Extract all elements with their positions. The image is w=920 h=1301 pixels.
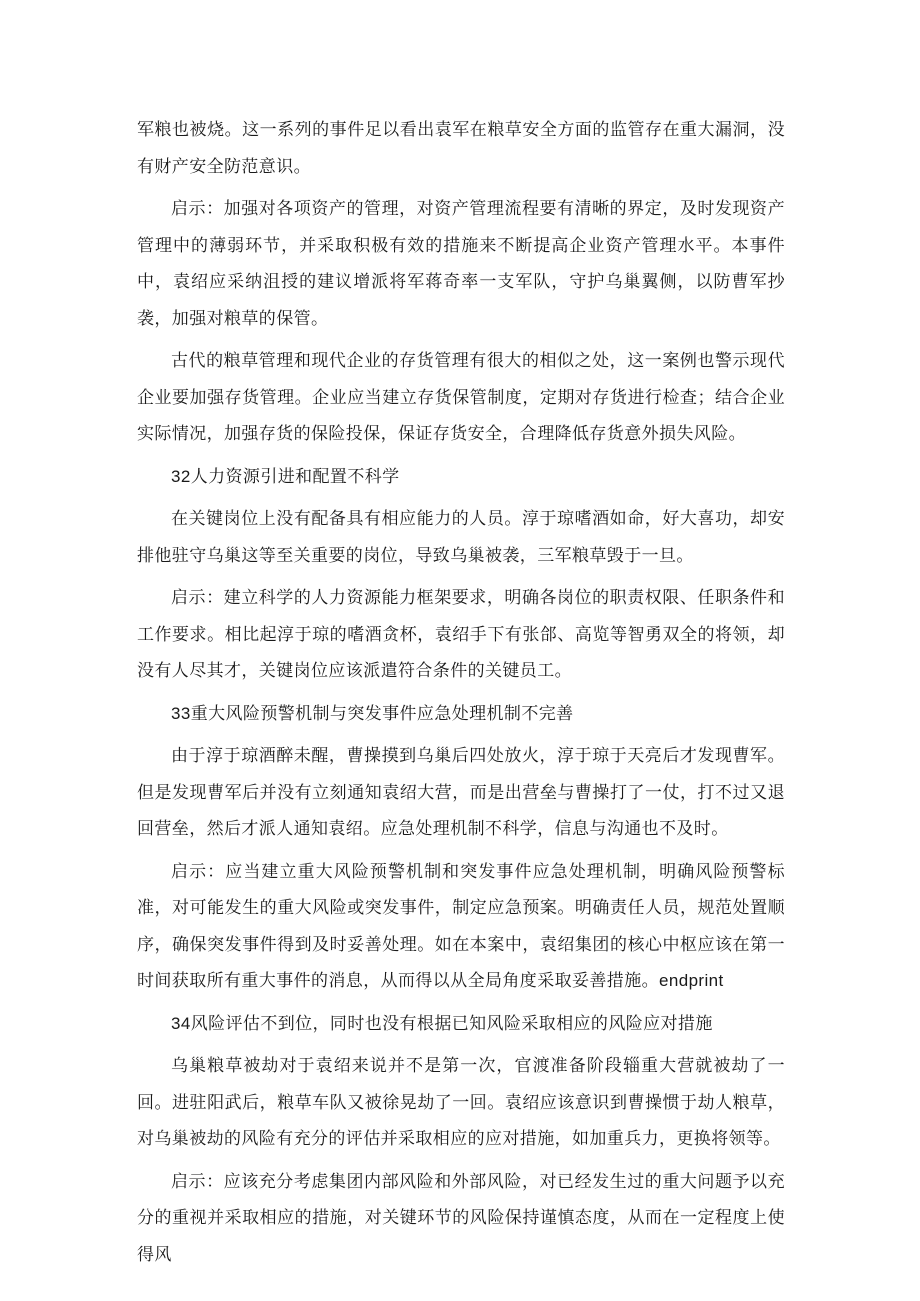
- paragraph-risk-history: [137, 1048, 785, 1158]
- section-number: 32: [171, 466, 191, 486]
- paragraph-inventory-management: [137, 343, 785, 453]
- paragraph-emergency-response: [137, 738, 785, 848]
- section-title: 风险评估不到位，同时也没有根据已知风险采取相应的风险应对措施: [190, 1013, 713, 1034]
- paragraph-warning-lesson: [137, 854, 785, 1000]
- section-heading-34: [137, 1006, 785, 1043]
- section-number: 33: [171, 703, 191, 723]
- paragraph-hr-lesson: [137, 580, 785, 690]
- paragraph-text: 在关键岗位上没有配备具有相应能力的人员。淳于琼嗜酒如命，好大喜功，却安排他驻守乌巢这等至关重要的岗位，导致乌巢被袭，三军粮草毁于一旦。: [137, 509, 785, 566]
- section-title: 人力资源引进和配置不科学: [190, 466, 400, 487]
- endprint-artifact: endprint: [659, 971, 724, 990]
- paragraph-grain-burned: [137, 112, 785, 185]
- paragraph-text: 军粮也被烧。这一系列的事件足以看出袁军在粮草安全方面的监管存在重大漏洞，没有财产安全防范意识。: [137, 120, 785, 177]
- paragraph-key-positions: [137, 501, 785, 574]
- paragraph-text: 由于淳于琼酒醉未醒，曹操摸到乌巢后四处放火，淳于琼于天亮后才发现曹军。但是发现曹军后并没有立刻通知袁绍大营，而是出营垒与曹操打了一仗，打不过又退回营垒，然后才派人通知袁绍。应急处理机制不科学，信息与沟通也不及时。: [137, 746, 785, 839]
- section-number: 34: [171, 1013, 191, 1033]
- section-title: 重大风险预警机制与突发事件应急处理机制不完善: [190, 703, 574, 724]
- document-body: [137, 112, 785, 1279]
- paragraph-text: 启示：应该充分考虑集团内部风险和外部风险，对已经发生过的重大问题予以充分的重视并采取相应的措施，对关键环节的风险保持谨慎态度，从而在一定程度上使得风: [137, 1171, 785, 1265]
- paragraph-asset-management-lesson: [137, 191, 785, 337]
- paragraph-text: 启示：建立科学的人力资源能力框架要求，明确各岗位的职责权限、任职条件和工作要求。相比起淳于琼的嗜酒贪杯，袁绍手下有张郃、高览等智勇双全的将领，却没有人尽其才，关键岗位应该派遣符合条件的关键员工。: [137, 588, 785, 681]
- paragraph-text: 乌巢粮草被劫对于袁绍来说并不是第一次，官渡准备阶段辎重大营就被劫了一回。进驻阳武后，粮草车队又被徐晃劫了一回。袁绍应该意识到曹操惯于劫人粮草，对乌巢被劫的风险有充分的评估并采取相应的应对措施，如加重兵力，更换将领等。: [137, 1056, 785, 1149]
- paragraph-risk-lesson: [137, 1164, 785, 1274]
- paragraph-text: 古代的粮草管理和现代企业的存货管理有很大的相似之处，这一案例也警示现代企业要加强存货管理。企业应当建立存货保管制度，定期对存货进行检查；结合企业实际情况，加强存货的保险投保，保证存货安全，合理降低存货意外损失风险。: [137, 351, 785, 444]
- paragraph-text: 启示：加强对各项资产的管理，对资产管理流程要有清晰的界定，及时发现资产管理中的薄弱环节，并采取积极有效的措施来不断提高企业资产管理水平。本事件中，袁绍应采纳沮授的建议增派将军蒋奇率一支军队，守护乌巢翼侧，以防曹军抄袭，加强对粮草的保管。: [137, 199, 785, 329]
- section-heading-33: [137, 696, 785, 733]
- section-heading-32: [137, 459, 785, 496]
- paragraph-text: 启示：应当建立重大风险预警机制和突发事件应急处理机制，明确风险预警标准，对可能发生的重大风险或突发事件，制定应急预案。明确责任人员，规范处置顺序，确保突发事件得到及时妥善处理。如在本案中，袁绍集团的核心中枢应该在第一时间获取所有重大事件的消息，从而得以从全局角度采取妥善措施。: [137, 861, 785, 991]
